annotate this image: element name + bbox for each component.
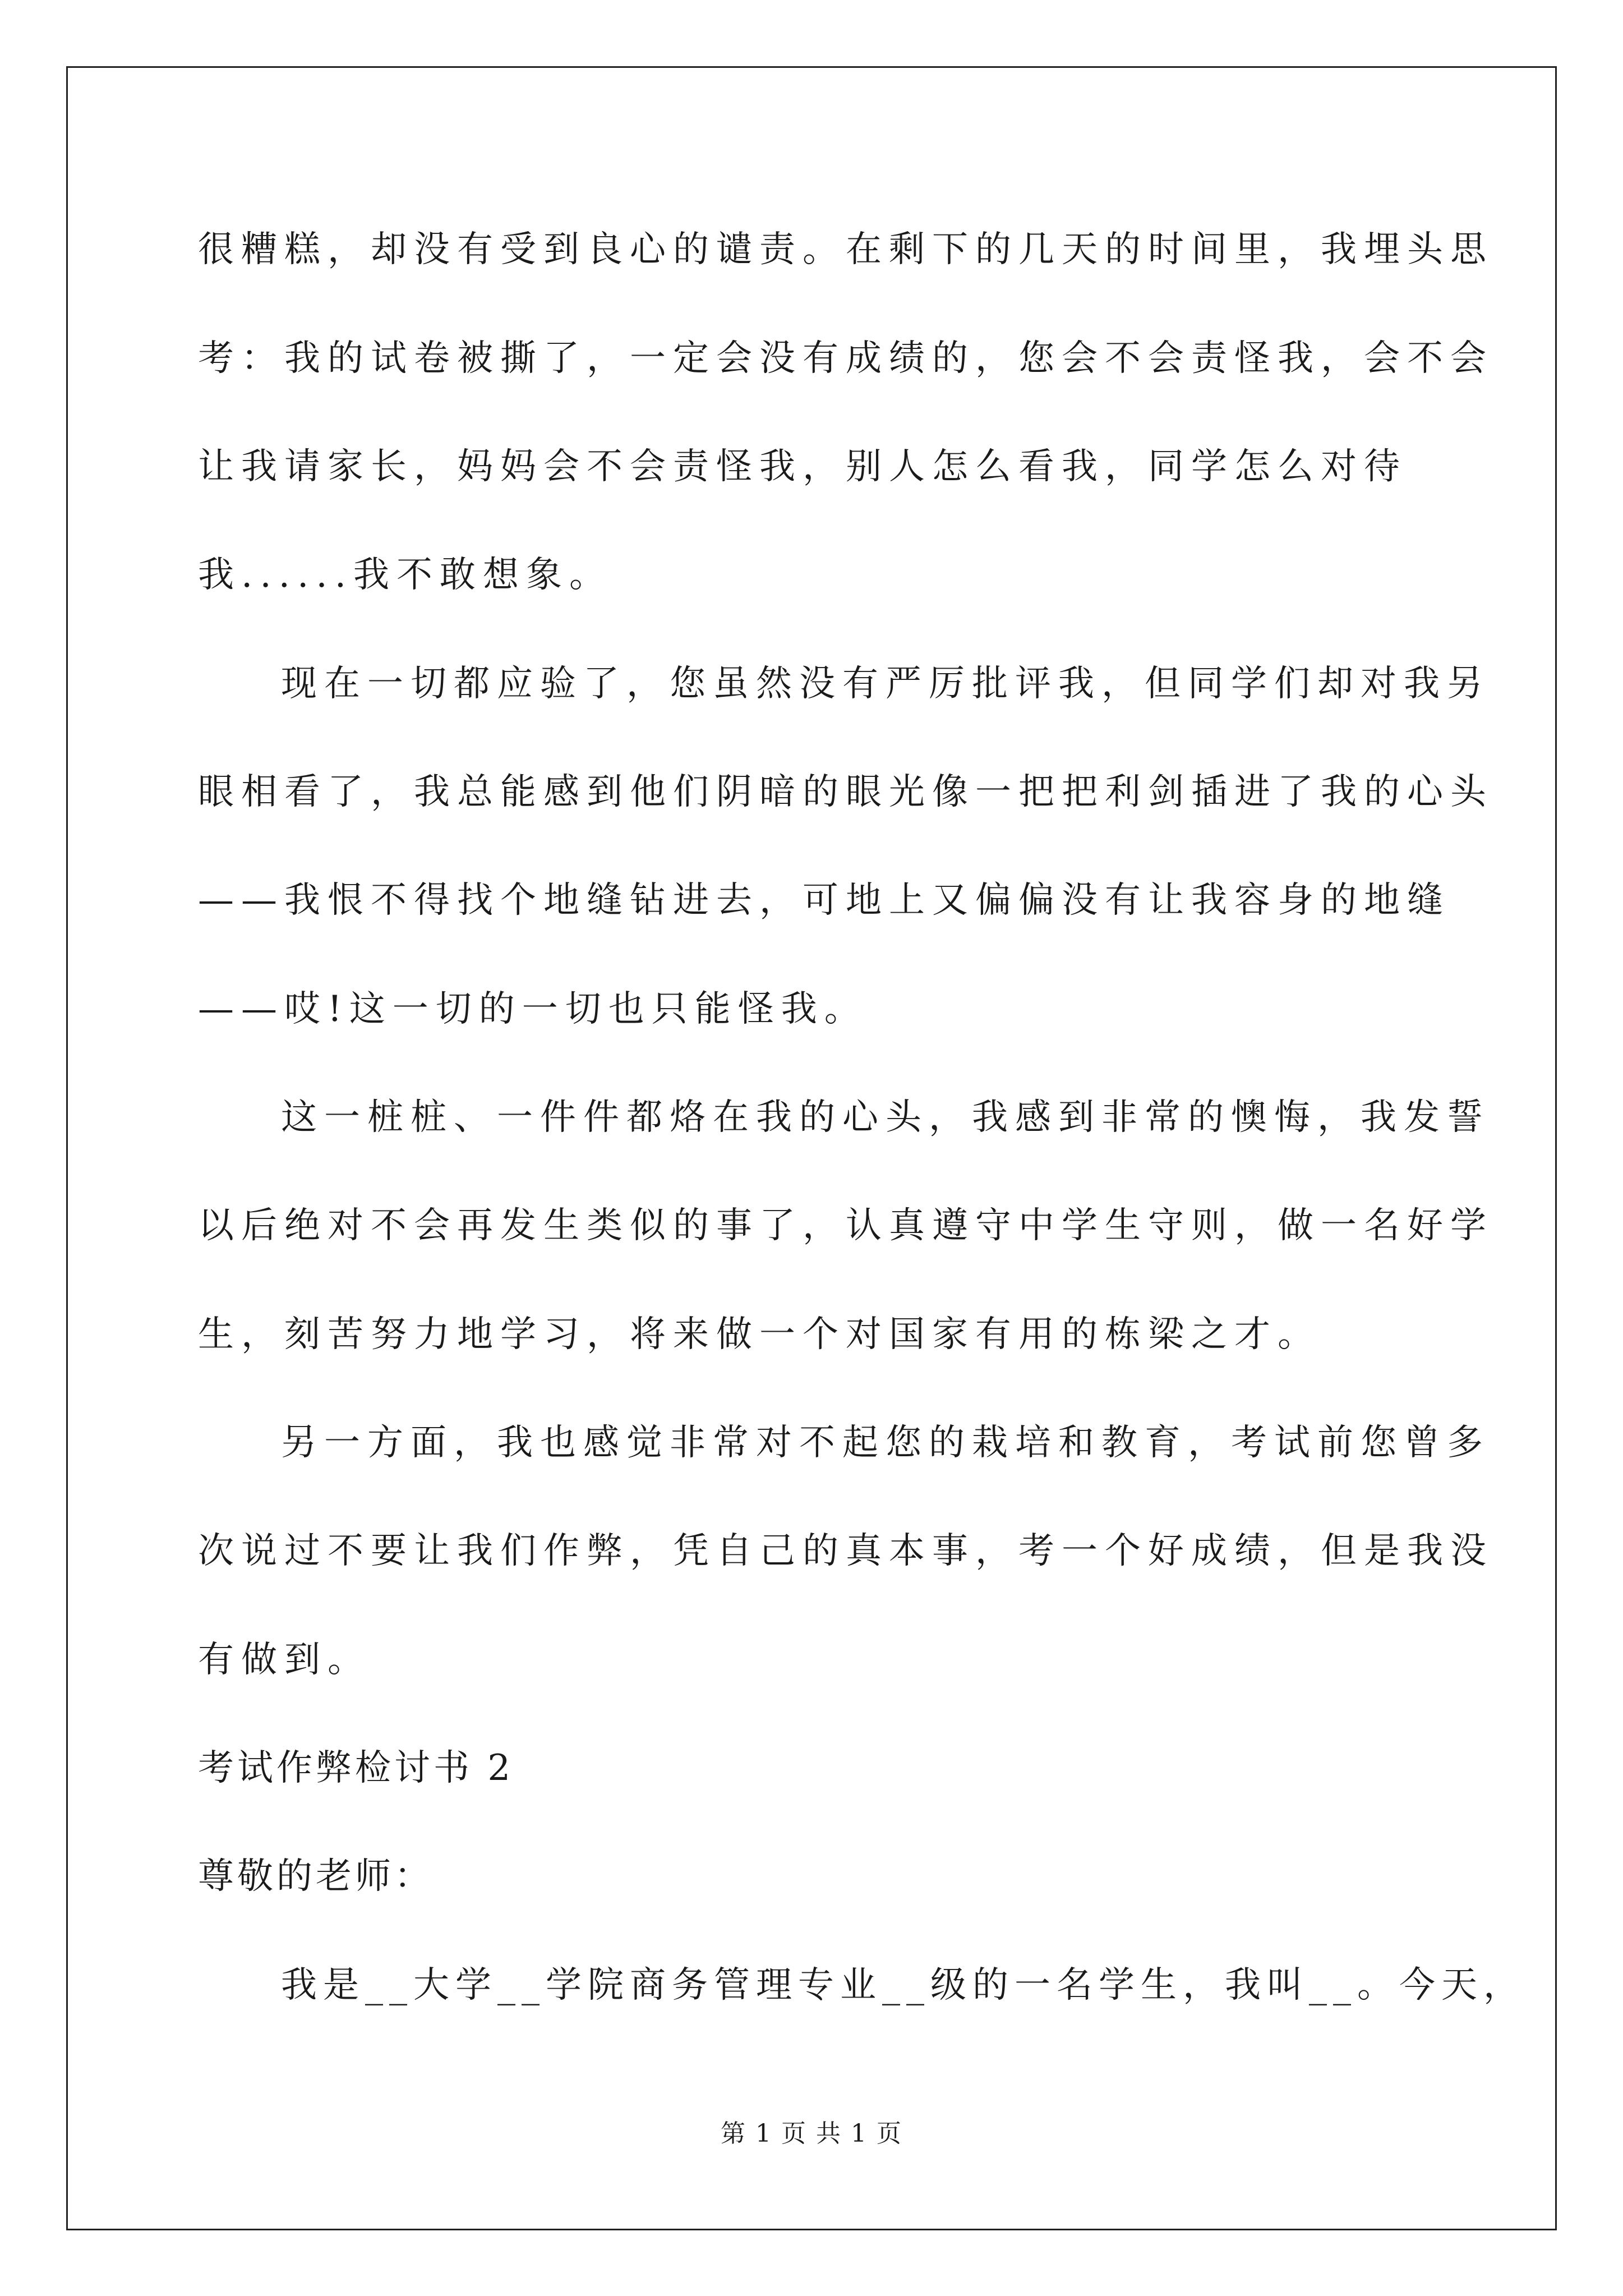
salutation: 尊敬的老师： (198, 1856, 434, 1897)
text-line-10: 以后绝对不会再发生类似的事了，认真遵守中学生守则，做一名好学 (198, 1205, 1493, 1246)
paragraph-start-line: 现在一切都应验了，您虽然没有严厉批评我，但同学们却对我另 (281, 663, 1490, 705)
text-line-14: 有做到。 (198, 1639, 371, 1681)
text-line-7: ——我恨不得找个地缝钻进去，可地上又偏偏没有让我容身的地缝 (198, 880, 1450, 921)
page-border (66, 66, 1557, 2230)
paragraph-start-line: 这一桩桩、一件件都烙在我的心头，我感到非常的懊悔，我发誓 (281, 1097, 1490, 1138)
text-line-3: 让我请家长，妈妈会不会责怪我，别人怎么看我，同学怎么对待 (198, 446, 1407, 487)
text-line-4: 我......我不敢想象。 (198, 554, 613, 596)
text-line-6: 眼相看了，我总能感到他们阴暗的眼光像一把把利剑插进了我的心头 (198, 771, 1493, 813)
section-heading: 考试作弊检讨书 2 (198, 1747, 514, 1789)
text-line-8: ——哎!这一切的一切也只能怪我。 (198, 988, 868, 1030)
text-line-11: 生，刻苦努力地学习，将来做一个对国家有用的栋梁之才。 (198, 1314, 1321, 1355)
text-line-1: 很糟糕，却没有受到良心的谴责。在剩下的几天的时间里，我埋头思 (198, 229, 1493, 270)
paragraph-start-line: 我是__大学__学院商务管理专业__级的一名学生，我叫__。今天， (281, 1964, 1525, 2006)
page-footer: 第 1 页 共 1 页 (721, 2119, 902, 2148)
text-line-2: 考：我的试卷被撕了，一定会没有成绩的，您会不会责怪我，会不会 (198, 338, 1493, 379)
text-line-13: 次说过不要让我们作弊，凭自己的真本事，考一个好成绩，但是我没 (198, 1530, 1493, 1572)
paragraph-start-line: 另一方面，我也感觉非常对不起您的栽培和教育，考试前您曾多 (281, 1422, 1490, 1464)
